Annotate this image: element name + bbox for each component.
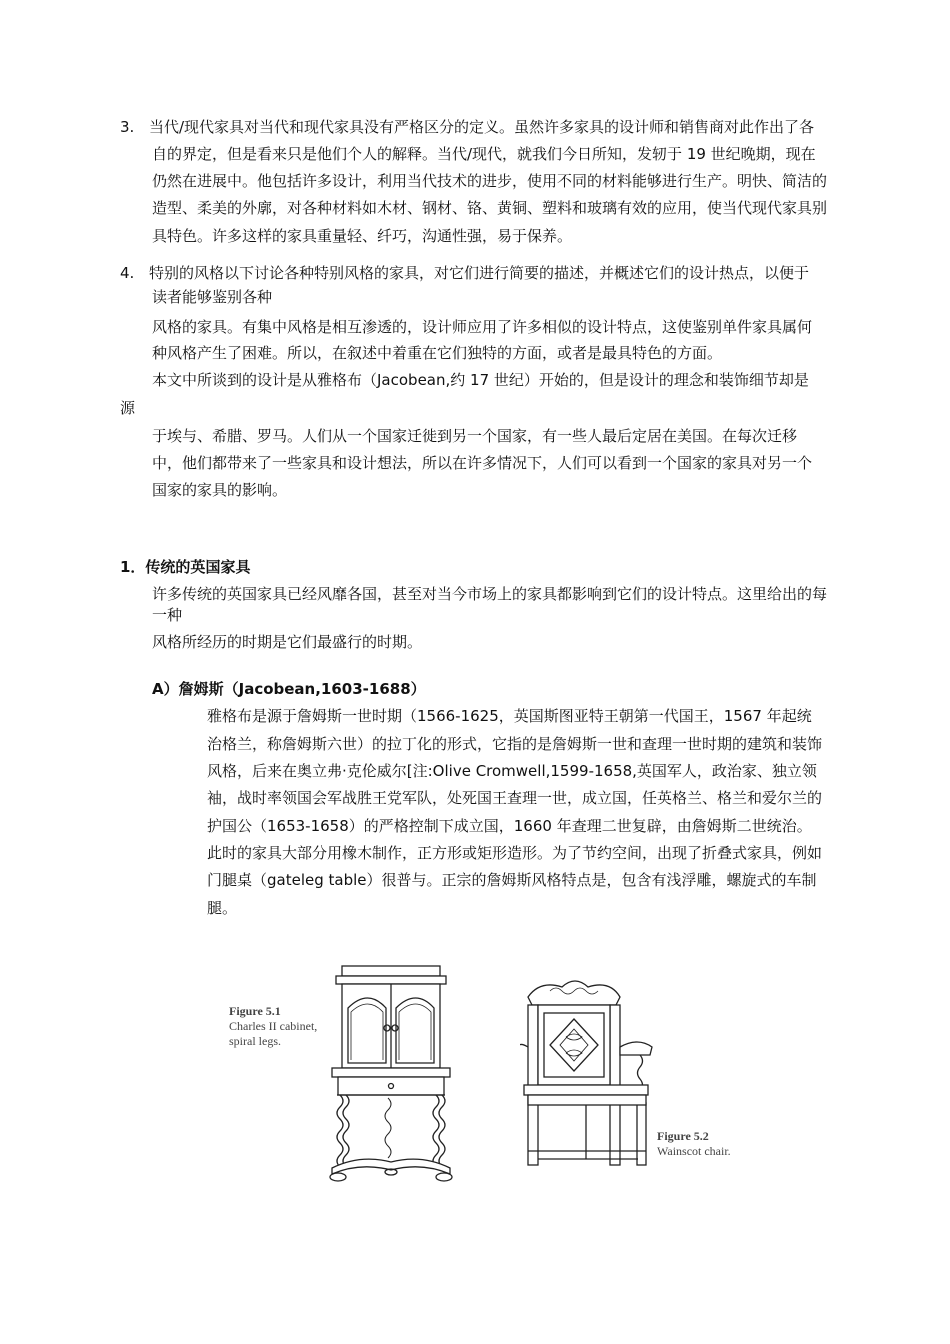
jacobean-line: 门腿桌（gateleg table）很普与。正宗的詹姆斯风格特点是，包含有浅浮雕，螺旋式的车制 (207, 871, 817, 889)
figure-5-1-caption-line: Charles II cabinet, (229, 1019, 318, 1033)
section-4-line: 本文中所谈到的设计是从雅格布（Jacobean,约 17 世纪）开始的，但是设计的理念和装饰细节却是 (152, 371, 809, 389)
jacobean-line: 护国公（1653-1658）的严格控制下成立国，1660 年查理二世复辟，由詹姆斯二世统治。 (207, 817, 812, 835)
wainscot-chair-illustration (520, 975, 660, 1170)
section-3-number: 3. (120, 118, 135, 136)
section-4-line: 特别的风格以下讨论各种特别风格的家具，对它们进行简要的描述，并概述它们的设计热点，以便于 (149, 264, 810, 282)
jacobean-line: 腿。 (207, 899, 238, 917)
section-3-line: 造型、柔美的外廓，对各种材料如木材、钢材、铬、黄铜、塑料和玻璃有效的应用，使当代现代家具别 (152, 199, 828, 217)
figure-5-2-label: Figure 5.2 (657, 1129, 709, 1143)
jacobean-line: 风格，后来在奥立弗·克伦威尔[注:Olive Cromwell,1599-1658,英国军人，政治家、独立领 (207, 762, 817, 780)
figure-5-2-caption (657, 1129, 731, 1159)
figure-5-1-label: Figure 5.1 (229, 1004, 281, 1018)
section-4-line: 源 (120, 399, 136, 417)
section-4-line: 种风格产生了困难。所以，在叙述中着重在它们独特的方面，或者是最具特色的方面。 (152, 344, 723, 362)
section-heading: 1．传统的英国家具 (120, 558, 251, 576)
section-3-line: 具特色。许多这样的家具重量轻、纤巧，沟通性强，易于保养。 (152, 227, 573, 245)
intro-line: 风格所经历的时期是它们最盛行的时期。 (152, 633, 423, 651)
jacobean-line: 治格兰，称詹姆斯六世）的拉丁化的形式，它指的是詹姆斯一世和查理一世时期的建筑和装饰 (207, 735, 823, 753)
section-3-line: 仍然在进展中。他包括许多设计，利用当代技术的进步，使用不同的材料能够进行生产。明快、简洁的 (152, 172, 828, 190)
figure-5-1-caption-line: spiral legs. (229, 1034, 281, 1048)
section-4-line: 国家的家具的影响。 (152, 481, 288, 499)
section-4-line: 读者能够鉴别各种 (152, 288, 273, 306)
subheading-jacobean: A）詹姆斯（Jacobean,1603-1688） (152, 680, 426, 698)
section-4-line: 风格的家具。有集中风格是相互渗透的，设计师应用了许多相似的设计特点，这使鉴别单件家具属何 (152, 318, 813, 336)
jacobean-line: 雅格布是源于詹姆斯一世时期（1566-1625，英国斯图亚特王朝第一代国王，1567 年起统 (207, 707, 812, 725)
section-3-line: 当代/现代家具对当代和现代家具没有严格区分的定义。虽然许多家具的设计师和销售商对此作出了各 (149, 118, 815, 136)
section-4-line: 于埃与、希腊、罗马。人们从一个国家迁徙到另一个国家，有一些人最后定居在美国。在每次迁移 (152, 427, 798, 445)
intro-line: 一种 (152, 606, 183, 624)
figure-5-2-caption-line: Wainscot chair. (657, 1144, 731, 1158)
section-3-line: 自的界定，但是看来只是他们个人的解释。当代/现代，就我们今日所知，发轫于 19 世纪晚期，现在 (152, 145, 816, 163)
section-4-number: 4. (120, 264, 135, 282)
jacobean-line: 此时的家具大部分用橡木制作，正方形或矩形造形。为了节约空间，出现了折叠式家具，例如 (207, 844, 823, 862)
charles-ii-cabinet-illustration (320, 958, 470, 1183)
jacobean-line: 袖，战时率领国会军战胜王党军队，处死国王查理一世，成立国，任英格兰、格兰和爱尔兰的 (207, 789, 823, 807)
figure-5-1-caption (229, 1004, 317, 1049)
section-4-line: 中，他们都带来了一些家具和设计想法，所以在许多情况下，人们可以看到一个国家的家具对另一个 (152, 454, 813, 472)
intro-line: 许多传统的英国家具已经风靡各国，甚至对当今市场上的家具都影响到它们的设计特点。这里给出的每 (152, 585, 828, 603)
